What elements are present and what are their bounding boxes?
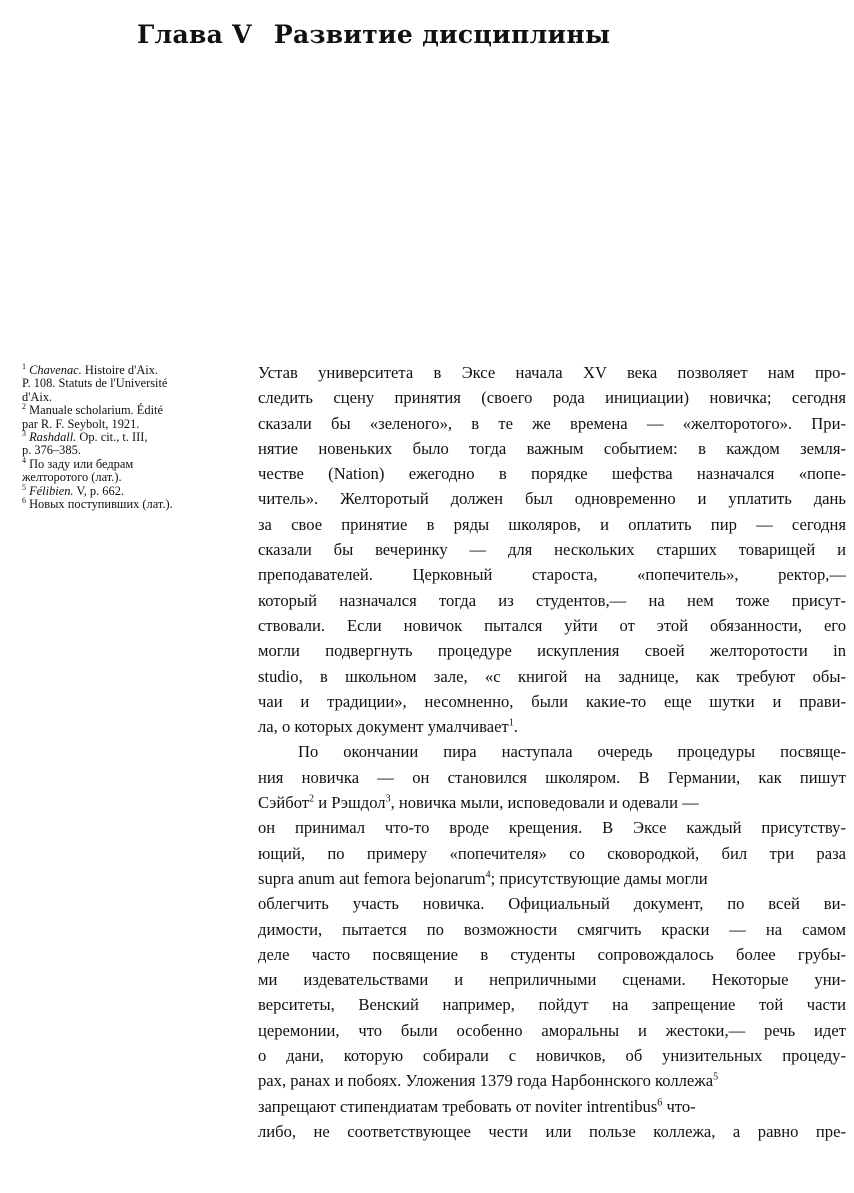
footnote-text: par R. F. Seybolt, 1921.: [22, 416, 140, 431]
footnote-text: Новых поступивших (лат.).: [29, 497, 173, 512]
text-line: честве (Nation) ежегодно в порядке шефства назначался «попе-: [258, 464, 846, 484]
text-line: который назначался тогда из студентов,— на нем тоже присут-: [258, 590, 846, 610]
text-line: о дани, которую собирали с новичков, об унизительных процеду-: [258, 1046, 846, 1066]
footnote-ref: 4: [485, 869, 491, 881]
footnote-text: желторотого (лат.).: [22, 470, 122, 485]
text-segment: запрещают стипендиатам требовать от noviter intrentibus: [258, 1096, 658, 1116]
footnote-ref: 5: [713, 1071, 719, 1083]
text-line: могли подвергнуть процедуре искупления своей желторотости in: [258, 641, 846, 661]
text-segment: рах, ранах и побоях. Уложения 1379 года Нарбоннского коллежа: [258, 1071, 714, 1091]
footnote: [22, 495, 236, 512]
text-line: за свое принятие в ряды школяров, и оплатить пир — сегодня: [258, 514, 846, 534]
text-segment: ла, о которых документ умалчивает: [258, 717, 509, 737]
footnote-text: P. 108. Statuts de l'Université: [22, 376, 168, 391]
footnote-author: Chavenac.: [29, 363, 82, 377]
footnote: [22, 428, 236, 458]
text-line: деле часто посвящение в студенты сопровождалось более грубы-: [258, 944, 846, 964]
footnote-number: 2: [22, 402, 26, 412]
footnote-text: V, p. 662.: [76, 483, 124, 498]
text-line: читель». Желторотый должен был одновременно и уплатить дань: [258, 489, 846, 509]
footnote-text: Op. cit., t. III,: [79, 430, 148, 445]
text-line: либо, не соответствующее чести или пользе коллежа, а равно пре-: [258, 1121, 846, 1141]
text-line: верситеты, Венский например, пойдут на запрещение той части: [258, 995, 846, 1015]
text-line: По окончании пира наступала очередь процедуры посвяще-: [298, 742, 846, 762]
footnote-text: d'Aix.: [22, 389, 53, 404]
text-line: сказали бы вечеринку — для нескольких старших товарищей и: [258, 540, 846, 560]
footnote-text: p. 376–385.: [22, 443, 81, 458]
text-line: димости, пытается по возможности смягчить краски — на самом: [258, 919, 846, 939]
footnote-author: Félibien.: [29, 483, 74, 498]
text-line: [258, 1094, 846, 1119]
text-segment: , новичка мыли, исповедовали и одевали —: [390, 793, 699, 813]
footnote-number: 6: [22, 495, 26, 505]
footnote-number: 3: [22, 428, 26, 438]
text-line: облегчить участь новичка. Официальный документ, по всей ви-: [258, 894, 846, 914]
text-line: ствовали. Если новичок пытался уйти от этой обязанности, его: [258, 615, 846, 635]
footnote-ref: 2: [309, 793, 315, 805]
footnote-ref: 1: [508, 717, 514, 729]
text-line: он принимал что-то вроде крещения. В Эксе каждый присутству-: [258, 818, 846, 838]
text-line: studio, в школьном зале, «с книгой на заднице, как требуют обы-: [258, 666, 846, 686]
footnote-ref: 3: [385, 793, 391, 805]
footnote-number: 5: [22, 482, 26, 492]
footnote-text: Manuale scholarium. Édité: [29, 403, 163, 418]
text-segment: ; присутствующие дамы могли: [490, 868, 708, 888]
text-line: ния новичка — он становился школяром. В Германии, как пишут: [258, 767, 846, 787]
text-line: преподавателей. Церковный староста, «попечитель», ректор,—: [258, 565, 846, 585]
main-text: [258, 360, 846, 1144]
text-line: чаи и традиции», несомненно, были какие-то еще шутки и прави-: [258, 691, 846, 711]
text-line: Устав университета в Эксе начала XV века позволяет нам про-: [258, 363, 846, 382]
text-segment: supra anum aut femora bejonarum: [258, 868, 486, 888]
text-line: ющий, по примеру «попечителя» со сковородкой, бил три раза: [258, 843, 846, 863]
footnote-text: По заду или бедрам: [29, 456, 134, 471]
page-header: [137, 20, 610, 49]
text-line: сказали бы «зеленого», в те же времена — «желторотого». При-: [258, 413, 846, 433]
footnote: [22, 361, 236, 404]
text-line: нятие новеньких было тогда важным событием: в каждом земля-: [258, 438, 846, 458]
chapter-title: Развитие дисциплины: [273, 20, 611, 49]
footnote-ref: 6: [657, 1097, 663, 1109]
footnotes: [22, 361, 236, 512]
footnote-number: 1: [22, 361, 26, 371]
text-line: [258, 1068, 846, 1093]
text-line: следить сцену принятия (своего рода инициации) новичка; сегодня: [258, 388, 846, 408]
text-segment: Сэйбот: [258, 793, 310, 813]
footnote: [22, 404, 236, 431]
text-line: [258, 866, 846, 891]
footnote: [22, 455, 236, 485]
text-segment: что-: [662, 1096, 696, 1116]
footnote-text: Histoire d'Aix.: [84, 363, 159, 377]
chapter-label: Глава V: [137, 20, 252, 49]
text-line: ла, о которых документ умалчивает$^1$.: [258, 717, 518, 737]
footnote-number: 4: [22, 455, 26, 465]
text-segment: и Рэшдол: [314, 793, 386, 813]
text-line: церемонии, что были особенно аморальны и жестоки,— речь идет: [258, 1020, 846, 1040]
text-line: ми издевательствами и неприличными сценами. Некоторые уни-: [258, 970, 846, 990]
footnote-author: Rashdall.: [29, 430, 77, 445]
text-line: [258, 790, 846, 815]
